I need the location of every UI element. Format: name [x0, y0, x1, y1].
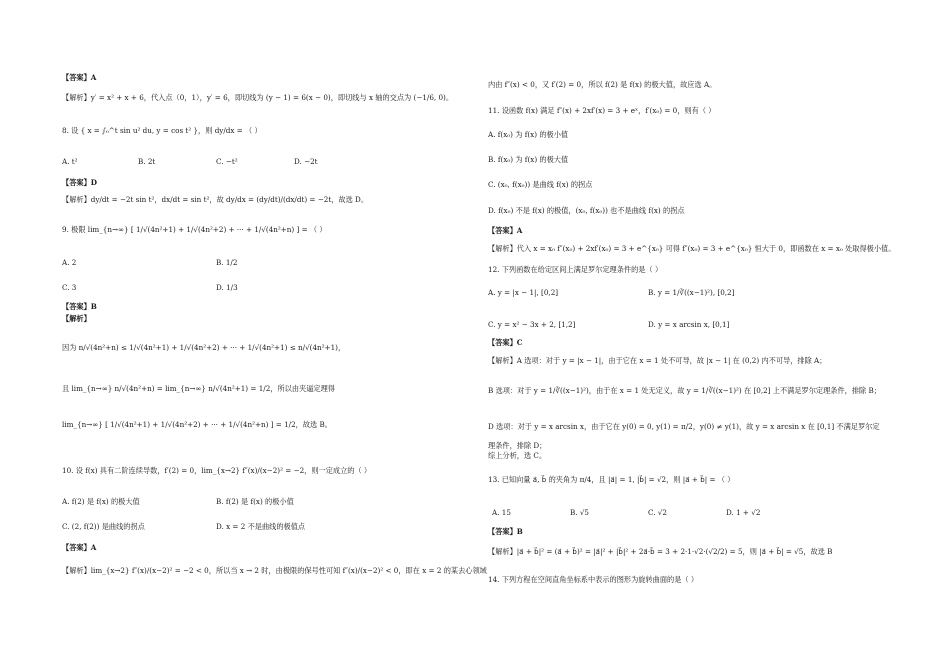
option-d: D. f(x₀) 不是 f(x) 的极值，(x₀, f(x₀)) 也不是曲线 f(x) 的拐点: [488, 206, 685, 215]
option-d: D. y = x arcsin x, [0,1]: [648, 320, 730, 329]
analysis-text: 【解析】|a⃗ + b⃗|² = (a⃗ + b⃗)² = |a⃗|² + |b⃗|² + 2a⃗·b⃗ = 3 + 2·1·√2·(√2/2) = 5，则 |a⃗ + b⃗| = √5，故选 B: [488, 547, 833, 556]
analysis-text: lim_{n→∞} [ 1/√(4n²+1) + 1/√(4n²+2) + ··· + 1/√(4n²+n) ] = 1/2，故选 B。: [62, 420, 332, 429]
answer-label: 【答案】D: [62, 178, 97, 187]
question-8: 8. 设 { x = ∫₀^t sin u² du, y = cos t² }，则 dy/dx = （ ）: [62, 126, 262, 135]
answer-label: 【答案】A: [62, 73, 97, 82]
question-12: 12. 下列函数在给定区间上满足罗尔定理条件的是（ ）: [488, 265, 663, 274]
analysis-text: B 选项：对于 y = 1/∛((x−1)²)，由于在 x = 1 处无定义，故 y = 1/∛((x−1)²) 在 [0,2] 上不满足罗尔定理条件，排除 B；: [488, 386, 881, 395]
answer-label: 【答案】C: [488, 338, 523, 347]
option-c: C. y = x² − 3x + 2, [1,2]: [488, 320, 576, 329]
question-9: 9. 极限 lim_{n→∞} [ 1/√(4n²+1) + 1/√(4n²+2) + ··· + 1/√(4n²+n) ] = （ ）: [62, 225, 327, 234]
option-a: A. t²: [62, 157, 78, 166]
option-c: C. √2: [648, 508, 667, 517]
analysis-text: 内由 f″(x) < 0，又 f′(2) = 0，所以 f(2) 是 f(x) 的极大值，故应选 A。: [488, 80, 717, 89]
analysis-text: 【解析】lim_{x→2} f″(x)/(x−2)² = −2 < 0，所以当 x → 2 时，由极限的保号性可知 f″(x)/(x−2)² < 0，即在 x = 2 的某去心领域: [62, 566, 487, 575]
question-11: 11. 设函数 f(x) 满足 f″(x) + 2xf′(x) = 3 + eˣ，f′(x₀) = 0，则有（ ）: [488, 106, 716, 115]
option-d: D. −2t: [294, 157, 318, 166]
option-a: A. 2: [62, 258, 77, 267]
answer-label: 【答案】A: [488, 226, 523, 235]
option-d: D. x = 2 不是曲线的极值点: [216, 522, 306, 531]
analysis-text: 且 lim_{n→∞} n/√(4n²+n) = lim_{n→∞} n/√(4n²+1) = 1/2，所以由夹逼定理得: [62, 384, 335, 393]
answer-label: 【答案】B: [488, 527, 523, 536]
option-a: A. f(2) 是 f(x) 的极大值: [62, 497, 140, 506]
option-c: C. (2, f(2)) 是曲线的拐点: [62, 522, 145, 531]
option-a: A. 15: [492, 508, 511, 517]
analysis-text: 【解析】dy/dt = −2t sin t²，dx/dt = sin t²，故 dy/dx = (dy/dt)/(dx/dt) = −2t，故选 D。: [62, 195, 369, 204]
answer-label: 【答案】B: [62, 302, 97, 311]
option-b: B. 2t: [138, 157, 156, 166]
question-10: 10. 设 f(x) 具有二阶连续导数，f′(2) = 0，lim_{x→2} f″(x)/(x−2)² = −2，则一定成立的（ ）: [62, 466, 372, 475]
analysis-label: 【解析】: [62, 314, 91, 323]
option-b: B. y = 1/∛((x−1)²), [0,2]: [648, 288, 735, 297]
analysis-text: D 选项：对于 y = x arcsin x，由于它在 y(0) = 0, y(1) = π/2，y(0) ≠ y(1)，故 y = x arcsin x 在 [0,1] 不满足罗尔定: [488, 422, 880, 431]
analysis-text: 综上分析，选 C。: [488, 451, 547, 460]
analysis-text: 【解析】代入 x = x₀ f″(x₀) + 2xf′(x₀) = 3 + e^{x₀} 可得 f″(x₀) = 3 + e^{x₀} 恒大于 0，即函数在 x = x₀ 处取得极小值。: [488, 244, 896, 253]
option-a: A. y = |x − 1|, [0,2]: [488, 288, 559, 297]
analysis-text: 【解析】y′ = x² + x + 6，代入点（0，1），y′ = 6，即切线为 (y − 1) = 6(x − 0)，即切线与 x 轴的交点为 (−1/6, 0)。: [62, 93, 454, 102]
option-a: A. f(x₀) 为 f(x) 的极小值: [488, 130, 569, 139]
option-c: C. −t²: [216, 157, 238, 166]
answer-label: 【答案】A: [62, 543, 97, 552]
option-d: D. 1 + √2: [726, 508, 761, 517]
option-b: B. √5: [570, 508, 590, 517]
option-b: B. f(2) 是 f(x) 的极小值: [216, 497, 294, 506]
option-c: C. (x₀, f(x₀)) 是曲线 f(x) 的拐点: [488, 180, 593, 189]
option-d: D. 1/3: [216, 283, 238, 292]
option-b: B. f(x₀) 为 f(x) 的极大值: [488, 155, 569, 164]
option-b: B. 1/2: [216, 258, 238, 267]
analysis-text: 理条件，排除 D；: [488, 441, 547, 450]
option-c: C. 3: [62, 283, 77, 292]
analysis-text: 【解析】A 选项：对于 y = |x − 1|，由于它在 x = 1 处不可导，故 |x − 1| 在 (0,2) 内不可导，排除 A；: [488, 356, 827, 365]
question-13: 13. 已知向量 a⃗, b⃗ 的夹角为 π/4，且 |a⃗| = 1, |b⃗| = √2，则 |a⃗ + b⃗| = （ ）: [488, 475, 735, 484]
question-14: 14. 下列方程在空间直角坐标系中表示的图形为旋转曲面的是（ ）: [488, 575, 699, 584]
analysis-text: 因为 n/√(4n²+n) ≤ 1/√(4n²+1) + 1/√(4n²+2) + ··· + 1/√(4n²+1) ≤ n/√(4n²+1)，: [62, 343, 346, 352]
